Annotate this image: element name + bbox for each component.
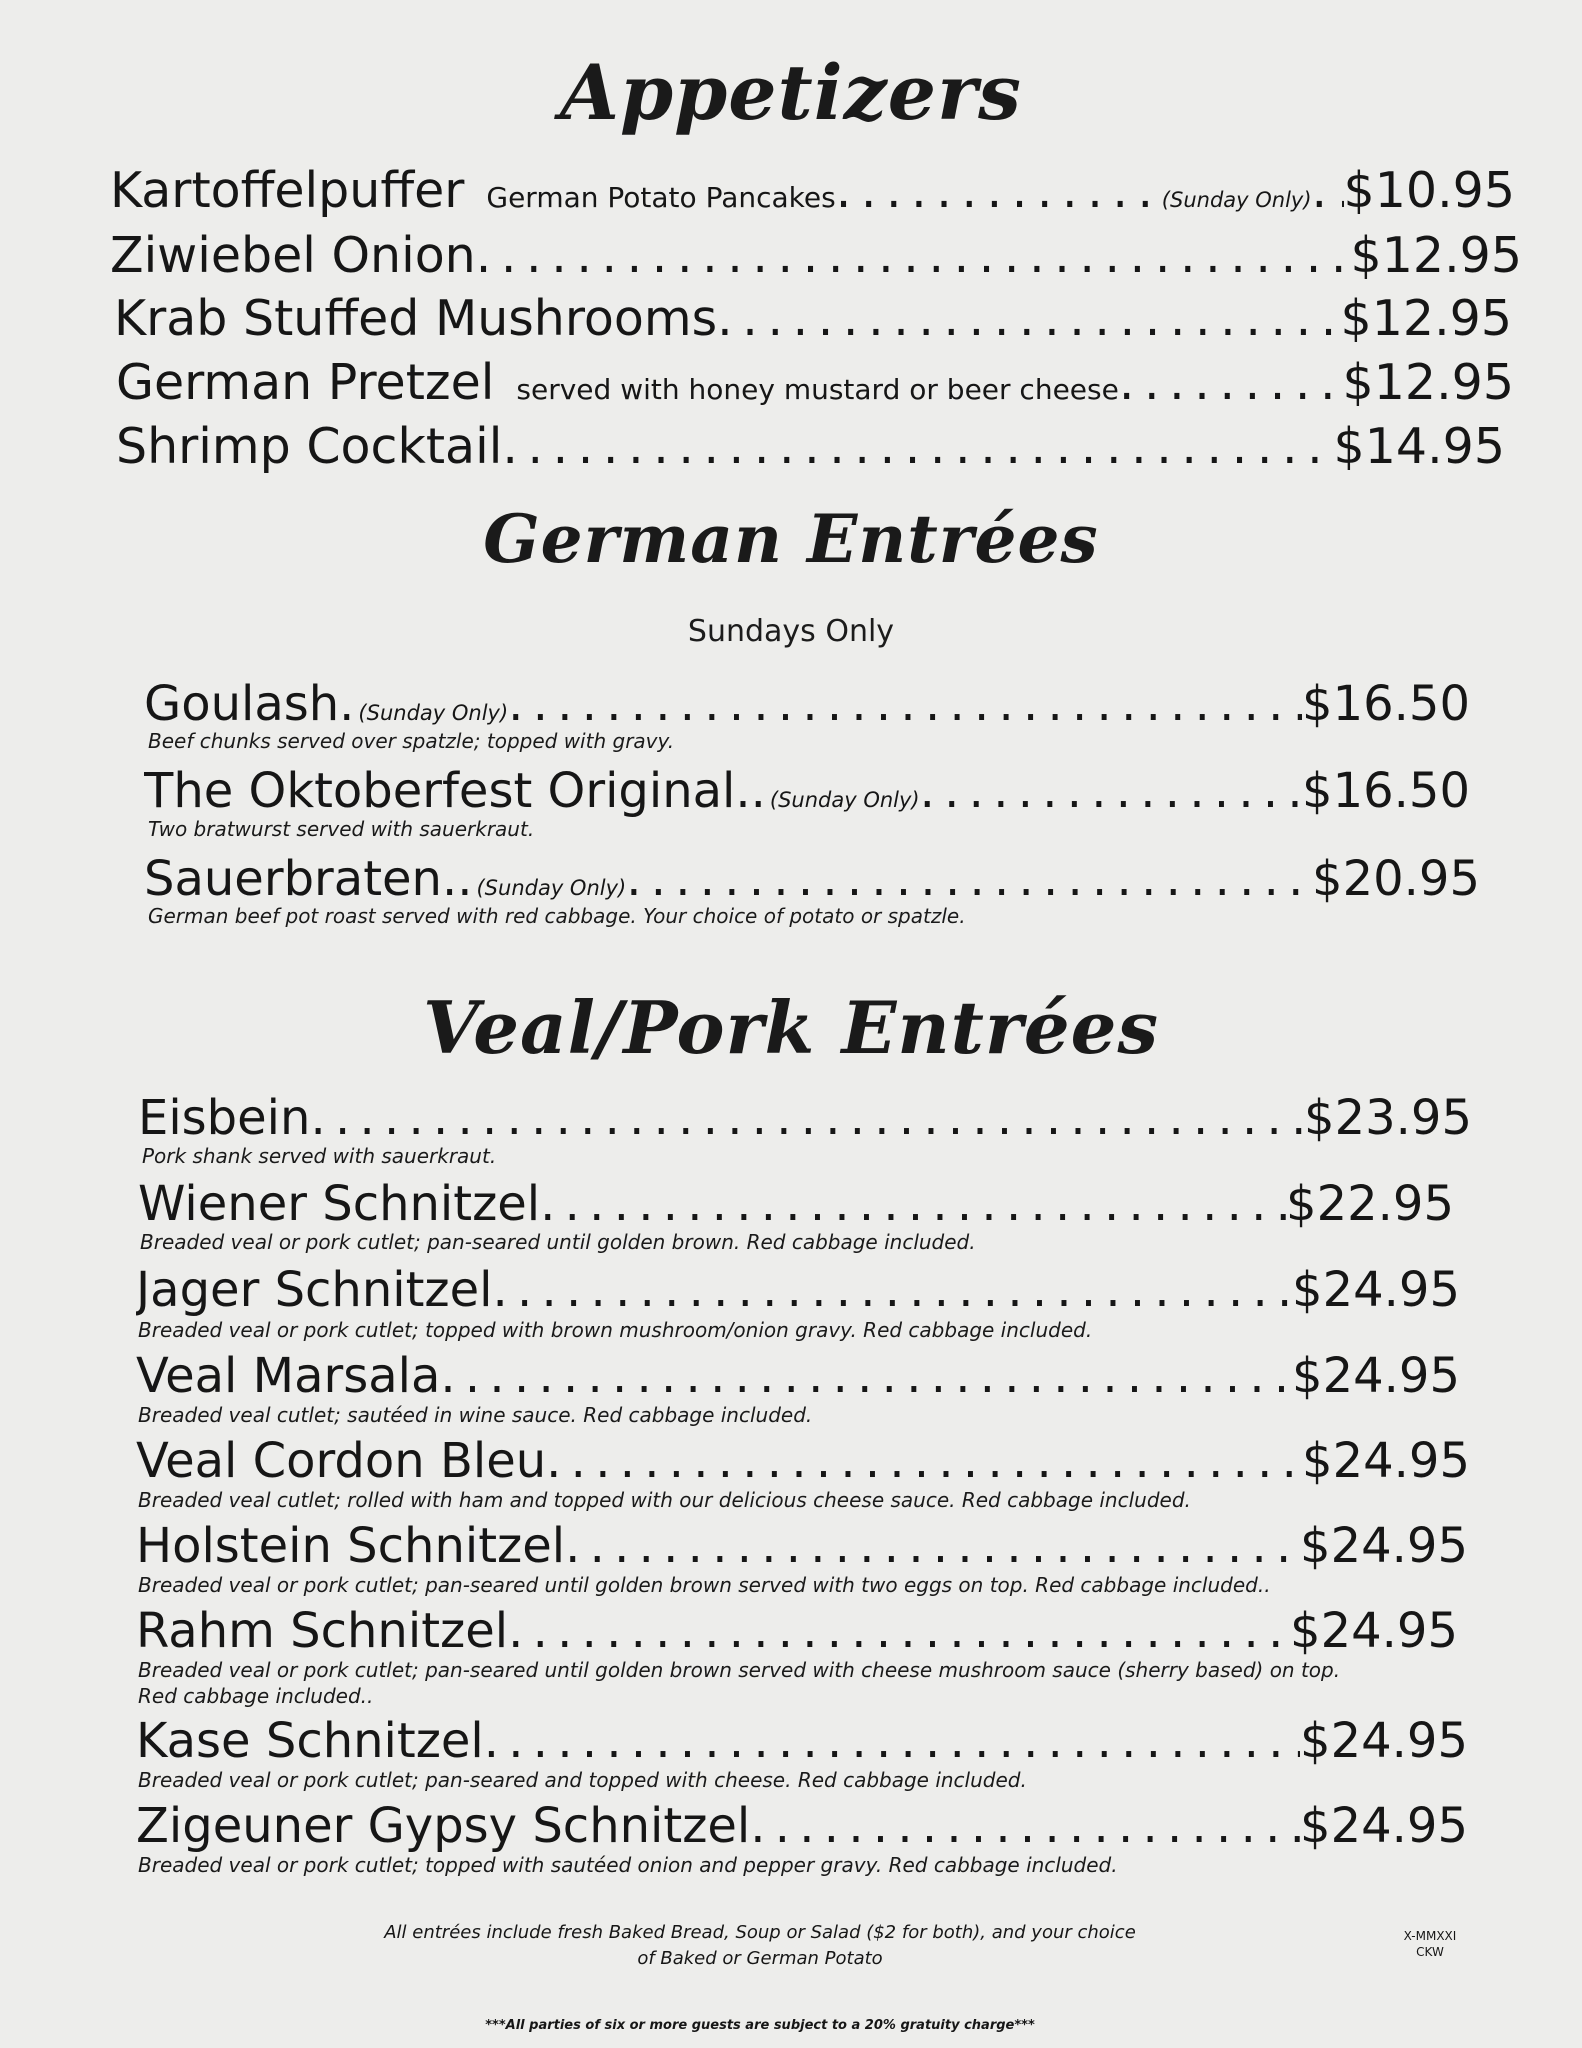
menu-version-code — [1390, 1928, 1470, 1960]
item-description: Beef chunks served over spatzle; topped with gravy. — [148, 729, 675, 753]
menu-item-shrimp-cocktail — [116, 418, 1505, 475]
item-availability: (Sunday Only) — [1161, 188, 1312, 212]
dot-leader — [310, 1090, 1304, 1146]
item-name: Krab Stuffed Mushrooms — [114, 290, 718, 347]
item-description: Breaded veal or pork cutlet; pan-seared until golden brown served with two eggs on top. Red cabbage included.. — [138, 1573, 1271, 1597]
item-description: Breaded veal or pork cutlet; pan-seared until golden brown served with cheese mushroom sauce (sherry based) on top. — [138, 1658, 1341, 1682]
item-price: $10.95 — [1343, 162, 1515, 219]
menu-item-krab-stuffed-mushrooms — [114, 290, 1512, 347]
item-description: Pork shank served with sauerkraut. — [142, 1144, 497, 1168]
item-note: served with honey mustard or beer cheese — [516, 373, 1119, 406]
menu-item-holstein-schnitzel — [136, 1518, 1468, 1574]
item-name: Veal Marsala — [136, 1348, 441, 1404]
item-price: $16.50 — [1302, 763, 1470, 819]
dot-leader — [717, 290, 1340, 347]
menu-item-kase-schnitzel — [136, 1713, 1468, 1769]
item-price: $12.95 — [1340, 290, 1512, 347]
dot-leader — [836, 162, 1158, 219]
dot-leader — [626, 851, 1312, 907]
item-description: German beef pot roast served with red cabbage. Your choice of potato or spatzle. — [148, 904, 966, 928]
dot-leader — [750, 1798, 1300, 1854]
item-name: Kartoffelpuffer — [110, 162, 465, 219]
item-price: $16.50 — [1302, 676, 1470, 732]
menu-item-veal-cordon-bleu — [136, 1433, 1470, 1489]
menu-item-oktoberfest-original — [144, 763, 1470, 819]
dot-leader — [920, 763, 1302, 819]
dot-leader — [565, 1518, 1300, 1574]
appetizers-heading: Appetizers — [560, 48, 1022, 137]
item-price: $22.95 — [1286, 1176, 1454, 1232]
dot-leader — [546, 1433, 1302, 1489]
item-price: $20.95 — [1312, 851, 1480, 907]
item-availability: (Sunday Only) — [476, 876, 627, 900]
item-note: German Potato Pancakes — [486, 181, 836, 214]
footer-note — [360, 1920, 1160, 1972]
dot-leader — [492, 1262, 1292, 1318]
menu-item-german-pretzel — [116, 354, 1514, 411]
item-name: Holstein Schnitzel — [136, 1518, 566, 1574]
item-price: $12.95 — [1350, 227, 1522, 284]
item-price: $24.95 — [1290, 1603, 1458, 1659]
item-description: Breaded veal or pork cutlet; topped with sautéed onion and pepper gravy. Red cabbage included. — [138, 1853, 1118, 1877]
item-name: Sauerbraten.. — [144, 851, 473, 907]
item-description: Breaded veal cutlet; rolled with ham and topped with our delicious cheese sauce. Red cabbage included. — [138, 1488, 1191, 1512]
item-price: $24.95 — [1300, 1798, 1468, 1854]
veal-pork-entrees-heading: Veal/Pork Entrées — [422, 985, 1160, 1070]
item-name: Kase Schnitzel — [136, 1713, 484, 1769]
dot-leader — [440, 1348, 1292, 1404]
dot-leader — [484, 1713, 1300, 1769]
dot-leader — [1312, 162, 1344, 219]
item-price: $23.95 — [1304, 1090, 1472, 1146]
version-code-line-2: CKW — [1416, 1945, 1444, 1959]
footer-line-1: All entrées include fresh Baked Bread, Soup or Salad ($2 for both), and your choice — [384, 1922, 1136, 1943]
item-price: $24.95 — [1300, 1518, 1468, 1574]
item-name: Wiener Schnitzel — [138, 1176, 541, 1232]
item-description: Breaded veal cutlet; sautéed in wine sauce. Red cabbage included. — [138, 1403, 813, 1427]
item-description: Breaded veal or pork cutlet; pan-seared until golden brown. Red cabbage included. — [140, 1230, 976, 1254]
dot-leader — [476, 227, 1351, 284]
german-entrees-subheading: Sundays Only — [687, 614, 895, 649]
item-name: German Pretzel — [116, 354, 495, 411]
menu-item-eisbein — [138, 1090, 1472, 1146]
item-price: $12.95 — [1342, 354, 1514, 411]
item-name: Rahm Schnitzel — [136, 1603, 509, 1659]
item-name: Eisbein — [138, 1090, 311, 1146]
item-name: Ziwiebel Onion — [110, 227, 476, 284]
menu-item-veal-marsala — [136, 1348, 1460, 1404]
item-description: Breaded veal or pork cutlet; pan-seared and topped with cheese. Red cabbage included. — [138, 1768, 1027, 1792]
item-price: $24.95 — [1292, 1348, 1460, 1404]
item-price: $24.95 — [1300, 1713, 1468, 1769]
item-name: Jager Schnitzel — [136, 1262, 493, 1318]
dot-leader — [508, 676, 1302, 732]
menu-item-goulash — [144, 676, 1470, 732]
item-name: Zigeuner Gypsy Schnitzel — [136, 1798, 751, 1854]
item-description: Breaded veal or pork cutlet; topped with brown mushroom/onion gravy. Red cabbage included. — [138, 1318, 1093, 1342]
menu-item-ziwiebel-onion — [110, 227, 1522, 284]
dot-leader — [540, 1176, 1286, 1232]
german-entrees-heading: German Entrées — [483, 500, 1099, 578]
gratuity-note: ***All parties of six or more guests are subject to a 20% gratuity charge*** — [485, 2018, 1035, 2033]
item-name: The Oktoberfest Original.. — [144, 763, 766, 819]
item-price: $24.95 — [1292, 1262, 1460, 1318]
item-name: Goulash. — [144, 676, 355, 732]
menu-item-zigeuner-gypsy-schnitzel — [136, 1798, 1468, 1854]
dot-leader — [508, 1603, 1290, 1659]
dot-leader — [1119, 354, 1343, 411]
menu-item-wiener-schnitzel — [138, 1176, 1454, 1232]
footer-line-2: of Baked or German Potato — [637, 1948, 883, 1969]
item-name: Shrimp Cocktail — [116, 418, 503, 475]
menu-item-rahm-schnitzel — [136, 1603, 1458, 1659]
item-description: Two bratwurst served with sauerkraut. — [148, 817, 535, 841]
item-price: $24.95 — [1302, 1433, 1470, 1489]
item-availability: (Sunday Only) — [358, 701, 509, 725]
menu-item-jager-schnitzel — [136, 1262, 1460, 1318]
item-availability: (Sunday Only) — [769, 788, 920, 812]
item-price: $14.95 — [1333, 418, 1505, 475]
dot-leader — [502, 418, 1333, 475]
menu-item-kartoffelpuffer — [110, 162, 1515, 219]
menu-item-sauerbraten — [144, 851, 1480, 907]
version-code-line-1: X-MMXXI — [1403, 1929, 1457, 1943]
item-description-continued: Red cabbage included.. — [138, 1684, 374, 1708]
item-name: Veal Cordon Bleu — [136, 1433, 547, 1489]
